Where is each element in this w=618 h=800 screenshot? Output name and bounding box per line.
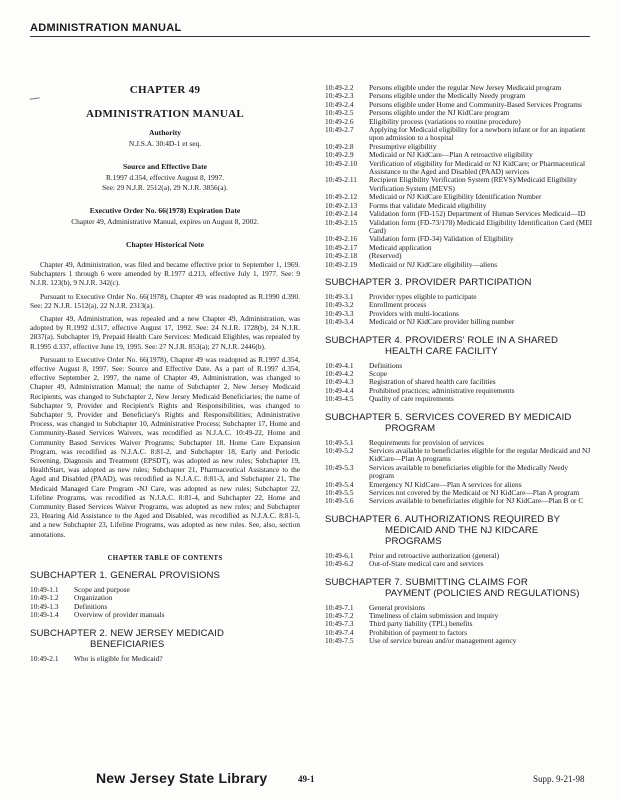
historical-paragraph: Chapter 49, Administration, was filed and became effective prior to September 1, 1969. Subchapters 1 through 6 were amended by R.1977 d.213, effective July 1, 1977. See: 9 N.J.R. 123(b), 9 N.J.R. 342(c).	[30, 260, 300, 288]
subchapter-title: SUBCHAPTER 2. NEW JERSEY MEDICAID	[30, 627, 224, 639]
historical-paragraph: Chapter 49, Administration, was repealed and a new Chapter 49, Administration, was adopted by R.1992 d.317, effective August 17, 1992. See: 24 N.J.R. 1728(b), 24 N.J.R. 2837(a). Subchapter 19, Prepaid Health Care Services: Medicaid Eligibles, was repealed by R.1995 d.337, effective June 19, 1995. See: 27 N.J.R. 853(a); 27 N.J.R. 2446(b).	[30, 314, 300, 351]
section-number: 10:49-7.5	[325, 636, 354, 646]
toc-entry	[325, 261, 593, 269]
subchapter-heading	[30, 628, 300, 650]
toc-entry	[325, 362, 593, 370]
running-head: ADMINISTRATION MANUAL	[30, 22, 590, 37]
section-number: 10:49-4.4	[325, 385, 354, 395]
subchapter-title-cont: HEALTH CARE FACILITY	[385, 345, 498, 357]
section-number: 10:49-7.2	[325, 611, 354, 621]
section-title: Definitions	[369, 360, 403, 370]
subchapter-title: SUBCHAPTER 6. AUTHORIZATIONS REQUIRED BY	[325, 513, 561, 525]
section-title: Provider types eligible to participate	[369, 291, 477, 301]
exec-order-heading: Executive Order No. 66(1978) Expiration Date	[89, 206, 241, 215]
section-title: Validation form (FD-152) Department of Human Services Medicaid—ID	[369, 209, 586, 219]
toc-entry	[30, 611, 300, 619]
section-title: Medicaid or NJ KidCare eligibility—aliens	[369, 259, 498, 269]
section-number: 10:49-4.5	[325, 394, 354, 404]
subchapter-heading: SUBCHAPTER 1. GENERAL PROVISIONS	[30, 569, 220, 581]
toc-entry	[325, 497, 593, 505]
subchapter-title-cont: PAYMENT (POLICIES AND REGULATIONS)	[385, 587, 580, 599]
exec-order-text: Chapter 49, Administrative Manual, expires on August 8, 2002.	[71, 217, 259, 226]
toc-list	[30, 586, 300, 620]
section-number: 10:49-2.17	[325, 242, 358, 252]
subchapter-heading: SUBCHAPTER 3. PROVIDER PARTICIPATION	[325, 276, 532, 288]
section-title: Registration of shared health care facilities	[369, 377, 496, 387]
toc-entry	[325, 395, 593, 403]
section-number: 10:49-1.4	[30, 610, 59, 620]
section-number: 10:49-4.1	[325, 360, 354, 370]
section-title: Use of service bureau and/or management agency	[369, 636, 517, 646]
toc-list	[325, 439, 593, 506]
section-number: 10:49-2.16	[325, 234, 358, 244]
toc-entry	[325, 244, 593, 252]
section-number: 10:49-7.4	[325, 627, 354, 637]
source-line: R.1997 d.354, effective August 8, 1997.	[105, 173, 225, 182]
section-title: Medicaid or NJ KidCare Eligibility Identification Number	[369, 192, 542, 202]
historical-note-heading: Chapter Historical Note	[126, 240, 204, 249]
section-title: Medicaid application	[369, 242, 432, 252]
toc-heading: CHAPTER TABLE OF CONTENTS	[107, 554, 223, 562]
section-number: 10:49-6.1	[325, 550, 354, 560]
toc-entry	[325, 447, 593, 464]
section-title: Eligibility process (variations to routine procedure)	[369, 116, 521, 126]
section-title: General provisions	[369, 602, 426, 612]
section-title: Forms that validate Medicaid eligibility	[369, 200, 487, 210]
subchapter-heading	[325, 577, 593, 599]
toc-entry	[325, 560, 593, 568]
chapter-number: CHAPTER 49	[129, 84, 201, 96]
section-number: 10:49-2.12	[325, 192, 358, 202]
section-number: 10:49-5.5	[325, 488, 354, 498]
section-number: 10:49-2.18	[325, 251, 358, 261]
section-title: Persons eligible under the Medically Needy program	[369, 91, 526, 101]
toc-entry	[325, 235, 593, 243]
toc-entry	[325, 126, 593, 143]
authority-text: N.J.S.A. 30:4D-1 et seq.	[128, 139, 202, 148]
section-number: 10:49-3.2	[325, 300, 354, 310]
section-number: 10:49-2.5	[325, 108, 354, 118]
toc-list	[30, 655, 300, 663]
toc-entry	[325, 318, 593, 326]
subchapter-heading	[325, 335, 593, 357]
section-title: Requirements for provision of services	[369, 437, 484, 447]
section-title: Services available to beneficiaries eligible for the regular Medicaid and NJ KidCare—Plan A programs	[369, 446, 591, 464]
section-number: 10:49-7.1	[325, 602, 354, 612]
toc-entry	[325, 160, 593, 177]
section-number: 10:49-2.6	[325, 116, 354, 126]
toc-entry	[325, 464, 593, 481]
section-number: 10:49-4.2	[325, 368, 354, 378]
section-title: Services not covered by the Medicaid or NJ KidCare—Plan A program	[369, 488, 580, 498]
library-stamp: New Jersey State Library	[96, 770, 268, 786]
subchapter-title: SUBCHAPTER 7. SUBMITTING CLAIMS FOR	[325, 576, 528, 588]
subchapter-title-cont: MEDICAID AND THE NJ KIDCARE PROGRAMS	[385, 524, 539, 547]
section-title: Services available to beneficiaries eligible for NJ KidCare—Plan B or C	[369, 496, 584, 506]
authority-heading: Authority	[148, 128, 182, 137]
section-number: 10:49-2.4	[325, 99, 354, 109]
section-number: 10:49-7.3	[325, 619, 354, 629]
section-title: Definitions	[74, 601, 108, 611]
section-title: Medicaid or NJ KidCare—Plan A retroactive eligibility	[369, 150, 533, 160]
section-number: 10:49-2.19	[325, 259, 358, 269]
subchapter-heading	[325, 514, 593, 547]
section-title: Enrollment process	[369, 300, 427, 310]
supplement-date: Supp. 9-21-98	[533, 774, 585, 784]
section-number: 10:49-5.1	[325, 437, 354, 447]
section-number: 10:49-2.10	[325, 158, 358, 168]
section-title: Quality of care requirements	[369, 394, 454, 404]
section-number: 10:49-5.2	[325, 446, 354, 455]
toc-entry	[325, 293, 593, 301]
section-number: 10:49-2.3	[325, 91, 354, 101]
section-title: Third party liability (TPL) benefits	[369, 619, 473, 629]
section-number: 10:49-6.2	[325, 559, 354, 569]
right-column	[325, 84, 593, 646]
section-number: 10:49-4.3	[325, 377, 354, 387]
source-line: See: 29 N.J.R. 2512(a), 29 N.J.R. 3856(a).	[102, 183, 228, 192]
section-title: Presumptive eligibility	[369, 141, 437, 151]
toc-entry	[325, 176, 593, 193]
toc-list	[325, 362, 593, 404]
toc-list	[325, 293, 593, 327]
section-number: 10:49-1.3	[30, 601, 59, 611]
subchapter-title: SUBCHAPTER 5. SERVICES COVERED BY MEDICAID	[325, 411, 572, 423]
section-number: 10:49-1.2	[30, 593, 59, 603]
historical-paragraph: Pursuant to Executive Order No. 66(1978), Chapter 49 was readopted as R.1990 d.390. See: 22 N.J.R. 1512(a), 22 N.J.R. 2313(a).	[30, 291, 300, 310]
section-title: Scope and purpose	[74, 584, 130, 594]
section-number: 10:49-2.2	[325, 83, 354, 92]
section-number: 10:49-3.1	[325, 291, 354, 301]
toc-entry	[325, 387, 593, 395]
section-title: Services available to beneficiaries eligible for the Medically Needy program	[369, 462, 569, 481]
toc-entry	[325, 637, 593, 645]
source-heading: Source and Effective Date	[122, 162, 207, 171]
section-title: Validation form (FD-73/178) Medicaid Eligibility Identification Card (MEI Card)	[369, 217, 593, 235]
section-number: 10:49-5.4	[325, 479, 354, 489]
toc-entry	[30, 594, 300, 602]
chapter-title: ADMINISTRATION MANUAL	[86, 108, 244, 120]
section-title: Prohibited practices; administrative requirements	[369, 385, 515, 395]
section-title: (Reserved)	[369, 251, 402, 261]
section-title: Prohibition of payment to factors	[369, 627, 468, 637]
section-number: 10:49-2.13	[325, 200, 358, 210]
section-title: Out-of-State medical care and services	[369, 559, 484, 569]
section-title: Validation form (FD-34) Validation of Eligibility	[369, 234, 514, 244]
section-title: Who is eligible for Medicaid?	[74, 653, 163, 663]
section-title: Recipient Eligibility Verification System (REVS)/Medicaid Eligibility Verification System (MEVS)	[369, 175, 577, 193]
section-number: 10:49-2.14	[325, 209, 358, 219]
left-column	[30, 84, 300, 663]
section-number: 10:49-2.8	[325, 141, 354, 151]
subchapter-title: SUBCHAPTER 4. PROVIDERS' ROLE IN A SHARED	[325, 334, 559, 346]
section-title: Organization	[74, 593, 113, 603]
section-title: Timeliness of claim submission and inquiry	[369, 611, 499, 621]
section-number: 10:49-3.4	[325, 317, 354, 327]
toc-entry	[30, 586, 300, 594]
subchapter-title-cont: BENEFICIARIES	[90, 638, 165, 650]
subchapter-title-cont: PROGRAM	[385, 422, 436, 434]
toc-list	[325, 552, 593, 569]
toc-entry	[30, 655, 300, 663]
section-number: 10:49-1.1	[30, 584, 59, 594]
section-title: Emergency NJ KidCare—Plan A services for aliens	[369, 479, 522, 489]
toc-entry	[30, 603, 300, 611]
subchapter-heading	[325, 412, 593, 434]
page-number: 49-1	[298, 774, 315, 784]
toc-list	[325, 604, 593, 646]
section-number: 10:49-5.6	[325, 496, 354, 506]
section-number: 10:49-2.15	[325, 217, 358, 227]
section-number: 10:49-2.7	[325, 125, 354, 135]
section-number: 10:49-2.11	[325, 175, 357, 185]
section-title: Applying for Medicaid eligibility for a newborn infant or for an inpatient upon admission to a hospital	[369, 125, 586, 143]
section-number: 10:49-2.1	[30, 653, 59, 663]
section-title: Persons eligible under the regular New Jersey Medicaid program	[369, 83, 562, 92]
historical-paragraph: Pursuant to Executive Order No. 66(1978), Chapter 49 was readopted as R.1997 d.354, effective August 8, 1997. See: Source and Effective Date. As a part of R.1997 d.354, effective September 2, 1997, the name of Chapter 49, Administration, was changed to Chapter 49, Administration Manual; the name of Subchapter 2, New Jersey Medicaid Recipients, was changed to Subchapter 2, New Jersey Medicaid Beneficiaries; the name of Subchapter 9, Provider and Recipient's Rights and Responsibilities, was changed to Subchapter 9, Provider and Beneficiary's Rights and Responsibilities; Administrative Process, was changed to Subchapter 10, Administrative Process; Subchapter 17, Home and Community-Based Services Waivers, was recodified as N.J.A.C. 10:49-22, Home and Community Based Services Waiver Programs; Subchapter 18, Home Care Expansion Program, was recodified as N.J.A.C. 8:81-2, and Subchapter 18, Early and Periodic Screening, Diagnosis and Treatment (EPSDT), was adopted as new rules; Subchapter 19, HealthStart, was adopted as new rules; Subchapter 21, Pharmaceutical Assistance to the Aged and Disabled (PAAD), was recodified as N.J.A.C. 8:81-3, and Subchapter 21, The Medicaid Managed Care Program -NJ Care, was adopted as new rules; Subchapter 22, Lifeline Programs, was recodified as N.J.A.C. 8:81-4, and Subchapter 22, Home and Community Based Services Waiver Programs, was adopted as new rules; and Subchapter 23, Hearing Aid Assistance to the Aged and Disabled, was recodified as N.J.A.C. 8:81-5, and a new Subchapter 23, Lifeline Programs, was adopted as new rules. See, also, section annotations.	[30, 354, 300, 539]
toc-list	[325, 84, 593, 269]
section-title: Overview of provider manuals	[74, 610, 165, 620]
section-title: Providers with multi-locations	[369, 308, 459, 318]
section-title: Prior and retroactive authorization (general)	[369, 550, 500, 560]
toc-entry	[325, 301, 593, 309]
section-title: Persons eligible under Home and Community-Based Services Programs	[369, 99, 582, 109]
section-number: 10:49-3.3	[325, 308, 354, 318]
section-title: Scope	[369, 368, 388, 378]
toc-entry	[325, 219, 593, 236]
section-number: 10:49-5.3	[325, 462, 354, 472]
section-title: Persons eligible under the NJ KidCare program	[369, 108, 510, 118]
section-number: 10:49-2.9	[325, 150, 354, 160]
section-title: Medicaid or NJ KidCare provider billing number	[369, 317, 515, 327]
section-title: Verification of eligibility for Medicaid or NJ KidCare; or Pharmaceutical Assistance to the Aged and Disabled (PAAD) services	[369, 158, 586, 177]
